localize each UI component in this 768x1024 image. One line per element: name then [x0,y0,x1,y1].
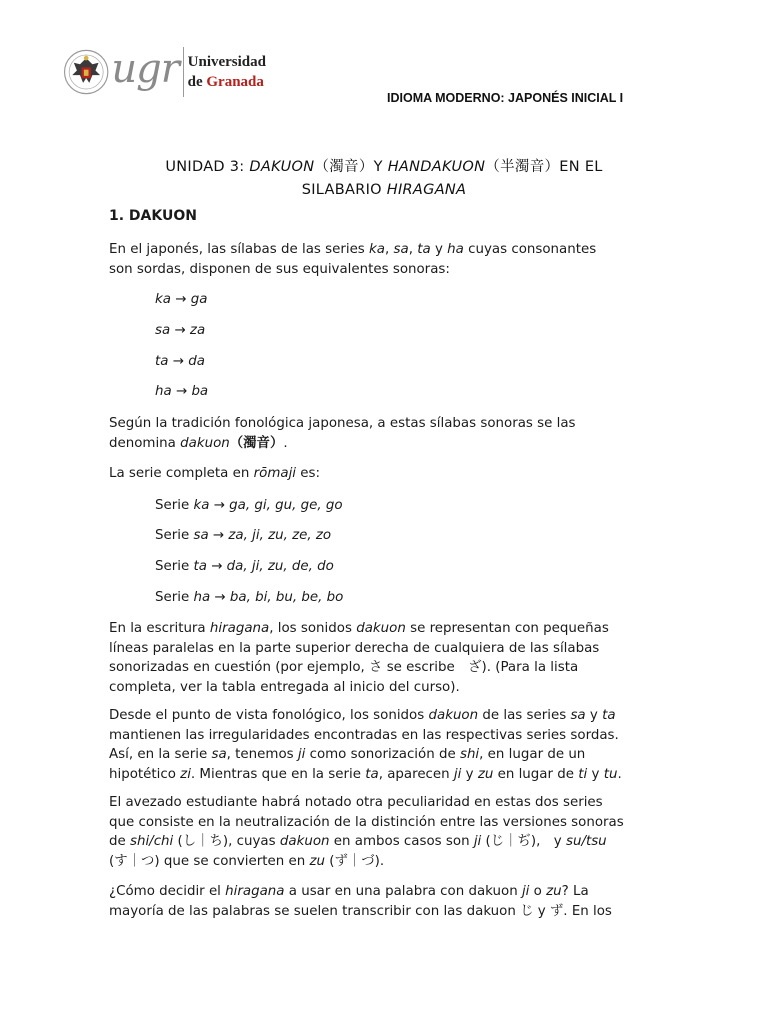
text-run: zu [477,766,494,782]
text-run: dakuon [428,708,479,723]
title-part: （半濁音）EN EL [485,159,603,175]
text-run: que consiste en la neutralización de la distinción entre las versiones sonoras [109,814,624,830]
text-run: , aparecen [378,766,454,782]
pair-from: sa [155,323,171,338]
series-label: Serie [155,498,194,513]
pair-to: za [189,323,206,338]
text-run: y [587,766,604,782]
text-run: su/tsu [565,834,607,849]
text-run: hiragana [209,621,270,636]
coat-of-arms-icon [63,40,109,104]
text-run: ha [447,242,464,257]
text-run: hiragana [225,884,285,899]
text-run: rōmaji [253,466,297,481]
paragraph-intro [109,240,669,279]
series-label: Serie [155,590,194,605]
text-run: zu [546,884,562,899]
text-run: zi [180,766,191,782]
university-line-2 [188,72,266,92]
text-run: , los sonidos [269,621,357,636]
text-run: en ambos casos son [329,834,474,849]
text-run: ti [578,766,588,782]
text-run: sa [393,242,409,257]
text-run: , [408,242,418,257]
text-run: denomina [109,435,181,451]
text-run: dakuon [356,621,406,636]
series-row [155,526,331,546]
text-run: , [385,242,394,257]
text-run: . [617,766,622,782]
course-title: IDIOMA MODERNO: JAPONÉS INICIAL I [387,91,624,105]
text-run: zu [309,853,325,869]
series-label: Serie [155,528,194,543]
text-run: es: [296,466,320,481]
text-run: En la escritura [109,621,210,636]
arrow-icon: → [170,292,191,307]
text-run: En el japonés, las sílabas de las series [109,242,370,257]
university-city: Granada [206,74,264,90]
arrow-icon: → [168,354,189,369]
paragraph-romaji-intro [109,464,669,484]
voicing-pair [155,352,205,372]
text-run: La serie completa en [109,466,254,481]
text-run: . [283,435,288,451]
text-run: (ず｜づ). [325,853,385,869]
series-list: → ba, bi, bu, be, bo [210,590,344,605]
pair-to: da [188,354,205,369]
title-part: DAKUON [249,159,315,175]
text-run: . Mientras que en la serie [190,766,366,782]
university-name [188,52,266,92]
text-run: ji [521,884,530,899]
text-run: mayoría de las palabras se suelen transcribir con las dakuon じ y ず. En los [109,903,612,919]
text-run: （濁音） [229,435,284,451]
paragraph-dakuon-definition [109,414,669,453]
text-run: líneas paralelas en la parte superior derecha de cualquiera de las sílabas [109,640,600,656]
text-run: hipotético [109,766,181,782]
text-run: o [529,884,547,899]
logo-divider [183,47,184,97]
title-part: HIRAGANA [386,182,467,198]
text-run: cuyas consonantes [463,242,597,257]
text-run: a usar en una palabra con dakuon [284,884,522,899]
university-logo [63,40,266,104]
paragraph-choice [109,882,669,921]
series-list: → ga, gi, gu, ge, go [209,498,343,513]
text-run: ta [602,708,616,723]
text-run: Según la tradición fonológica japonesa, a estas sílabas sonoras se las [109,416,576,431]
text-run: Así, en la serie [109,747,212,762]
text-run: ji [473,834,482,849]
text-run: ? La [561,884,589,899]
series-label: Serie [155,559,194,574]
text-run: de las series [478,708,571,723]
pair-to: ga [190,292,208,307]
text-run: (す｜つ) que se convierten en [109,853,310,869]
series-row [155,557,334,577]
text-run: en lugar de [493,766,579,782]
paragraph-hiragana-writing [109,619,669,697]
text-run: completa, ver la tabla entregada al inicio del curso). [109,679,460,695]
text-run: El avezado estudiante habrá notado otra peculiaridad en estas dos series [109,795,603,810]
text-run: ji [297,747,306,762]
university-line-1: Universidad [187,54,266,70]
text-run: como sonorización de [305,747,460,762]
text-run: ji [453,766,462,782]
text-run: dakuon [279,834,330,849]
title-part: HANDAKUON [387,159,486,175]
text-run: de [109,834,130,849]
series-name: ta [193,559,207,574]
series-row [155,588,343,608]
pair-to: ba [191,384,209,399]
text-run: (じ｜ぢ), y [481,834,566,849]
title-part: （濁音）Y [314,159,388,175]
text-run: se representan con pequeñas [405,621,609,636]
text-run: ta [417,242,431,257]
text-run: sa [211,747,227,762]
university-line-2-prefix: de [187,74,207,90]
paragraph-neutralization [109,793,669,871]
title-part: UNIDAD 3: [165,159,250,175]
text-run: Desde el punto de vista fonológico, los sonidos [109,708,429,723]
series-list: → da, ji, zu, de, do [206,559,334,574]
pair-from: ka [155,292,171,307]
text-run: y [430,242,448,257]
voicing-pair [155,321,205,341]
text-run: y [461,766,478,782]
unit-title [100,156,668,202]
text-run: , tenemos [226,747,298,762]
series-list: → za, ji, zu, ze, zo [208,528,332,543]
arrow-icon: → [171,384,192,399]
text-run: , en lugar de un [479,747,586,762]
series-name: ka [193,498,210,513]
text-run: dakuon [180,435,230,451]
voicing-pair [155,290,207,310]
pair-from: ta [155,354,169,369]
text-run: (し｜ち), cuyas [173,834,280,849]
text-run: mantienen las irregularidades encontradas en las respectivas series sordas. [109,727,619,743]
unit-title-line-2 [100,179,668,202]
section-heading: 1. DAKUON [109,208,197,224]
text-run: sonorizadas en cuestión (por ejemplo, さ se escribe ざ). (Para la lista [109,660,579,675]
text-run: ka [369,242,386,257]
pair-from: ha [155,384,172,399]
document-header [0,0,768,120]
title-part: SILABARIO [301,182,387,198]
text-run: ta [365,766,379,782]
text-run: shi/chi [130,834,174,849]
paragraph-phonology [109,706,669,784]
series-row [155,496,343,516]
series-name: sa [193,528,209,543]
text-run: ¿Cómo decidir el [109,884,226,899]
text-run: son sordas, disponen de sus equivalentes sonoras: [109,261,450,277]
text-run: y [585,708,603,723]
text-run: sa [570,708,586,723]
text-run: shi [459,747,480,762]
arrow-icon: → [170,323,190,338]
unit-title-line-1 [100,156,668,179]
voicing-pair [155,382,208,402]
logo-wordmark: ugr [111,46,179,92]
series-name: ha [193,590,211,605]
text-run: tu [603,766,618,782]
